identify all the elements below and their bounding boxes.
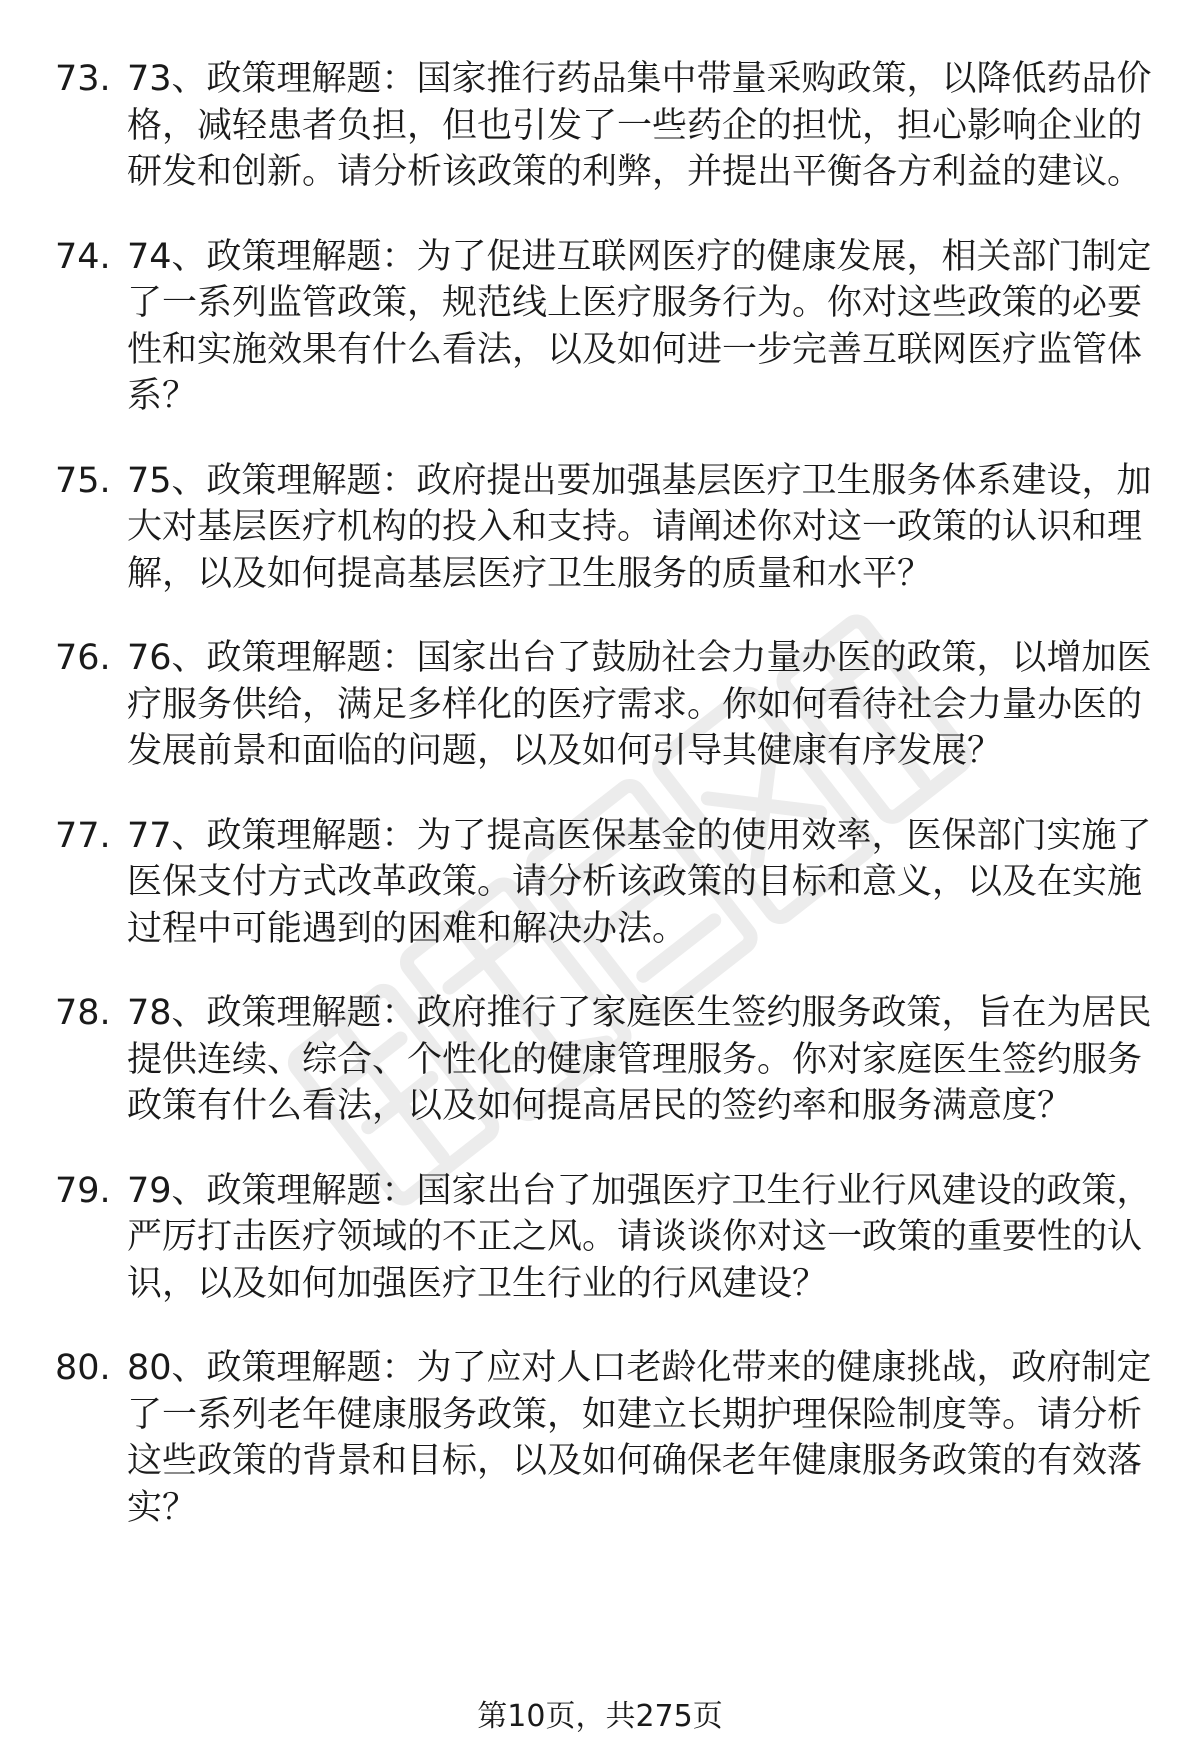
question-item bbox=[55, 635, 1155, 775]
question-text: 80、政策理解题：为了应对人口老龄化带来的健康挑战，政府制定了一系列老年健康服务政策，如建立长期护理保险制度等。请分析这些政策的背景和目标，以及如何确保老年健康服务政策的有效落实？ bbox=[127, 1348, 1152, 1528]
question-text: 74、政策理解题：为了促进互联网医疗的健康发展，相关部门制定了一系列监管政策，规范线上医疗服务行为。你对这些政策的必要性和实施效果有什么看法，以及如何进一步完善互联网医疗监管体系？ bbox=[127, 236, 1152, 416]
question-number: 75. bbox=[55, 460, 111, 501]
question-item bbox=[55, 1345, 1155, 1531]
question-text: 79、政策理解题：国家出台了加强医疗卫生行业行风建设的政策，严厉打击医疗领域的不正之风。请谈谈你对这一政策的重要性的认识，以及如何加强医疗卫生行业的行风建设？ bbox=[127, 1170, 1152, 1304]
question-text: 77、政策理解题：为了提高医保基金的使用效率，医保部门实施了医保支付方式改革政策。请分析该政策的目标和意义，以及在实施过程中可能遇到的困难和解决办法。 bbox=[127, 815, 1152, 949]
question-item bbox=[55, 458, 1155, 598]
question-number: 74. bbox=[55, 236, 111, 277]
question-item bbox=[55, 234, 1155, 420]
question-item bbox=[55, 1168, 1155, 1308]
question-text: 73、政策理解题：国家推行药品集中带量采购政策，以降低药品价格，减轻患者负担，但也引发了一些药企的担忧，担心影响企业的研发和创新。请分析该政策的利弊，并提出平衡各方利益的建议。 bbox=[127, 59, 1152, 192]
question-text: 78、政策理解题：政府推行了家庭医生签约服务政策，旨在为居民提供连续、综合、个性化的健康管理服务。你对家庭医生签约服务政策有什么看法，以及如何提高居民的签约率和服务满意度？ bbox=[127, 993, 1152, 1126]
page-footer: 第10页，共275页 bbox=[477, 1699, 723, 1734]
question-number: 76. bbox=[55, 638, 111, 678]
question-text: 76、政策理解题：国家出台了鼓励社会力量办医的政策，以增加医疗服务供给，满足多样化的医疗需求。你如何看待社会力量办医的发展前景和面临的问题，以及如何引导其健康有序发展？ bbox=[127, 638, 1152, 771]
question-text: 75、政策理解题：政府提出要加强基层医疗卫生服务体系建设，加大对基层医疗机构的投入和支持。请阐述你对这一政策的认识和理解，以及如何提高基层医疗卫生服务的质量和水平？ bbox=[127, 460, 1152, 594]
question-number: 80. bbox=[55, 1348, 111, 1388]
question-number: 79. bbox=[55, 1170, 111, 1211]
question-number: 77. bbox=[55, 815, 111, 856]
question-item bbox=[55, 813, 1155, 953]
question-list bbox=[55, 56, 1155, 1569]
question-item bbox=[55, 56, 1155, 196]
question-number: 78. bbox=[55, 993, 111, 1033]
question-number: 73. bbox=[55, 59, 111, 99]
question-item bbox=[55, 990, 1155, 1130]
